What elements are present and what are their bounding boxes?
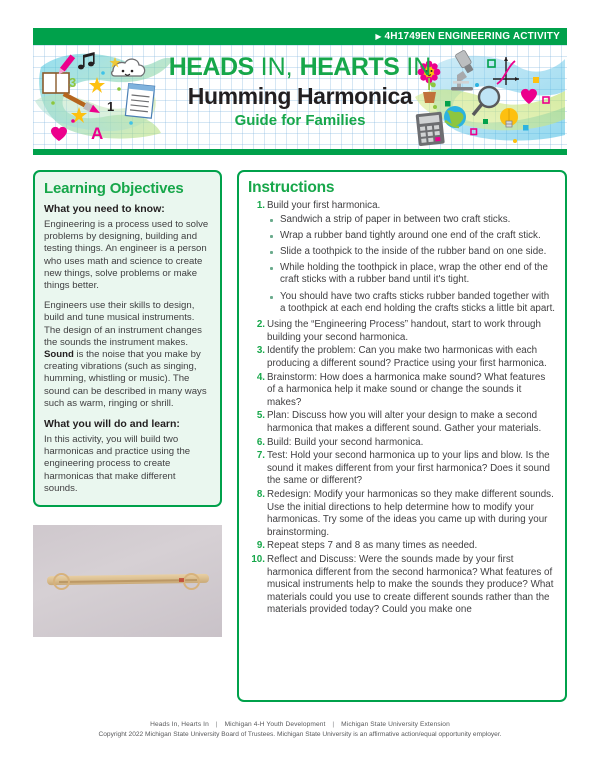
- instruction-substep: Slide a toothpick to the inside of the rubber band on one side.: [267, 246, 555, 259]
- learning-paragraph-3: In this activity, you will build two harmonicas and practice using the engineering process to create harmonicas that make different sounds.: [44, 434, 191, 494]
- rubber-band-left: [53, 573, 70, 590]
- header-bottom-rule: [33, 149, 567, 155]
- instruction-step-text: Identify the problem: Can you make two harmonicas with each producing a different sound? Practice using your first harmonica.: [267, 345, 547, 370]
- paper-strip-edge: [179, 578, 184, 582]
- footer-extension: Michigan State University Extension: [341, 721, 450, 728]
- instruction-step-text: Redesign: Modify your harmonicas so they make different sounds. Use the initial directions to help determine how to modify your harmonicas. Try some of the ideas you came up with during your brainstorming.: [267, 488, 554, 538]
- learning-paragraph-2-pre: Engineers use their skills to design, build and tune musical instruments. The design of an instrument changes the sounds the instrument makes.: [44, 300, 202, 348]
- page-header: [33, 28, 567, 155]
- instruction-substep: While holding the toothpick in place, wrap the other end of the craft sticks with a rubber band until it's tight.: [267, 262, 555, 287]
- instruction-sublist: [267, 214, 555, 316]
- do-and-learn-heading: What you will do and learn:: [44, 418, 180, 431]
- instruction-substep: Wrap a rubber band tightly around one end of the craft stick.: [267, 230, 555, 243]
- sound-term: Sound: [44, 349, 74, 361]
- header-banner: [33, 45, 567, 149]
- instruction-step-text: Test: Hold your second harmonica up to your lips and blow. Is the sound it makes different from your first harmonica? Does it sound the same or different?: [267, 450, 550, 487]
- page-footer: [0, 720, 600, 740]
- learning-paragraph-2: [44, 300, 211, 410]
- instruction-step: [248, 437, 555, 450]
- instruction-step: [248, 489, 555, 539]
- instruction-step-text: Repeat steps 7 and 8 as many times as needed.: [267, 540, 478, 552]
- instruction-step: [248, 410, 555, 435]
- instructions-title: Instructions: [248, 179, 335, 196]
- instruction-step: [248, 540, 555, 553]
- activity-tag-bar: [33, 28, 567, 45]
- activity-title: Humming Harmonica: [187, 83, 413, 109]
- instruction-step: [248, 554, 555, 617]
- footer-program: Heads In, Hearts In: [150, 721, 209, 728]
- instruction-step-text: Brainstorm: How does a harmonica make sound? What features of a harmonica help it make sound or change the sounds it makes?: [267, 371, 546, 408]
- left-column: [33, 170, 222, 637]
- footer-separator-1: |: [215, 721, 218, 728]
- svg-text:1: 1: [107, 99, 115, 114]
- instructions-card: [237, 170, 567, 702]
- footer-org: Michigan 4-H Youth Development: [224, 721, 326, 728]
- learning-objectives-title: Learning Objectives: [44, 180, 184, 197]
- footer-attribution-line: [0, 720, 600, 730]
- svg-text:A: A: [91, 124, 104, 143]
- instruction-substep: You should have two crafts sticks rubber banded together with a toothpick at each end holding the crafts sticks a little bit apart.: [267, 291, 555, 316]
- instruction-step: [248, 372, 555, 410]
- right-column: [237, 170, 567, 702]
- svg-text:3: 3: [69, 75, 77, 90]
- instruction-step: [248, 450, 555, 488]
- instruction-step-text: Build your first harmonica.: [267, 200, 381, 211]
- program-title: [33, 53, 567, 81]
- program-title-in-2: IN: [399, 53, 432, 81]
- instruction-step-text: Build: Build your second harmonica.: [267, 436, 424, 448]
- program-title-hearts: HEARTS: [299, 53, 400, 81]
- harmonica-photo: [33, 525, 222, 637]
- activity-code-label: 4H1749EN ENGINEERING ACTIVITY: [384, 31, 560, 42]
- instructions-list: [248, 200, 555, 617]
- instruction-step-text: Using the “Engineering Process” handout, start to work through building your second harmonica.: [267, 319, 541, 343]
- banner-title-block: [33, 45, 567, 131]
- instruction-step-text: Reflect and Discuss: Were the sounds made by your first harmonica different from the second harmonica? What features of musical instruments help to make the sounds they produce? What materials could you use to create different sounds rather than the materials provided today? Could you make one: [267, 553, 554, 616]
- instruction-step-text: Plan: Discuss how you will alter your design to make a second harmonica that makes a different sound. Gather your materials.: [267, 410, 542, 434]
- need-to-know-heading: What you need to know:: [44, 203, 165, 215]
- instruction-step: [248, 200, 555, 316]
- program-title-heads: HEADS: [168, 53, 254, 81]
- rubber-band-right: [183, 573, 200, 590]
- program-title-in-1: IN,: [253, 53, 293, 81]
- activity-subtitle: Guide for Families: [234, 112, 366, 129]
- footer-separator-2: |: [332, 721, 335, 728]
- instruction-step: [248, 319, 555, 344]
- instruction-substep: Sandwich a strip of paper in between two craft sticks.: [267, 214, 555, 227]
- learning-objectives-card: [33, 170, 222, 507]
- learning-paragraph-1: Engineering is a process used to solve problems by designing, building and testing things. An engineer is a person who uses math and science to create new things, solve problems or make things better.: [44, 219, 209, 292]
- footer-copyright-line: Copyright 2022 Michigan State University Board of Trustees. Michigan State University is an affirmative action/equal opportunity employer.: [98, 731, 502, 738]
- instruction-step: [248, 345, 555, 370]
- learning-paragraph-2-post: is the noise that you make by creating vibrations (such as singing, humming, whistling or music). The sound can be described in many ways such as warm, ringing or shrill.: [44, 349, 207, 409]
- triangle-marker-icon: ▶: [375, 31, 382, 41]
